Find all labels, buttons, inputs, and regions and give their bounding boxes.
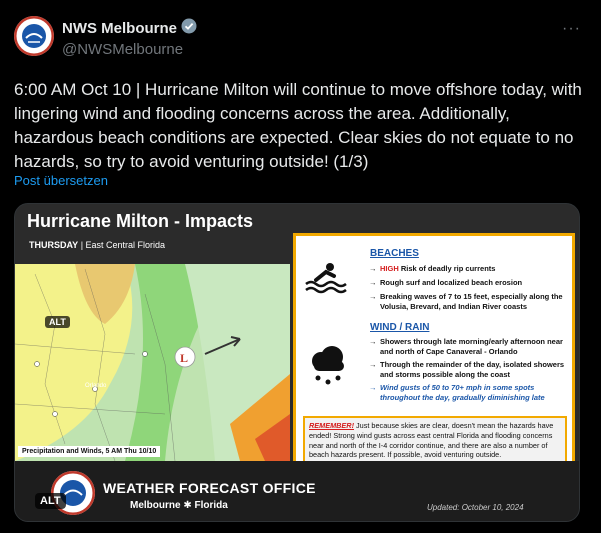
remember-text: Just because skies are clear, doesn't mean the hazards have ended! Strong wind gusts across east central Florida and flooding concerns near and north of the I-4 corridor continue, and there are also a number of beach hazards present. If possible, avoid venturing outside. xyxy=(309,421,554,460)
storm-cloud-icon xyxy=(308,344,348,393)
beach-bullet-2: → Rough surf and localized beach erosion xyxy=(380,278,570,288)
wfo-state: Florida xyxy=(194,500,228,511)
beach-bullet-3: → Breaking waves of 7 to 15 feet, especially along the Volusia, Brevard, and Indian River coasts xyxy=(380,292,570,311)
beach-bullet-1 xyxy=(380,264,570,274)
post-header xyxy=(14,14,587,64)
swimmer-icon xyxy=(304,260,348,299)
wfo-title: WEATHER FORECAST OFFICE xyxy=(103,480,316,496)
palm-tree-icon: ✱ xyxy=(183,500,195,511)
graphic-day: THURSDAY xyxy=(29,240,79,250)
author-names xyxy=(62,18,197,58)
wfo-city: Melbourne xyxy=(130,500,181,511)
wind-bullet-2: → Through the remainder of the day, isolated showers and storms possible along the coast xyxy=(380,360,570,379)
display-name-row[interactable] xyxy=(62,18,197,38)
handle[interactable]: @NWSMelbourne xyxy=(62,41,184,58)
wind-bullet-3: → Wind gusts of 50 to 70+ mph in some spots throughout the day, gradually diminishing late xyxy=(380,383,570,402)
map-alt-badge: ALT xyxy=(45,316,70,328)
wind-bullet-1: → Showers through late morning/early afternoon near and north of Cape Canaveral - Orlando xyxy=(380,337,570,356)
display-name[interactable]: NWS Melbourne xyxy=(62,19,177,37)
map-caption: Precipitation and Winds, 5 AM Thu 10/10 xyxy=(18,446,160,457)
media-image[interactable] xyxy=(14,203,580,522)
beach-high-label: HIGH xyxy=(380,264,399,273)
graphic-footer xyxy=(15,461,580,522)
graphic-subtitle xyxy=(29,240,165,250)
updated-date: Updated: October 10, 2024 xyxy=(427,503,524,512)
forecast-map xyxy=(15,264,290,461)
avatar[interactable] xyxy=(14,16,54,56)
wind-rain-title: WIND / RAIN xyxy=(370,322,430,333)
graphic-title: Hurricane Milton - Impacts xyxy=(27,211,254,231)
remember-lead: REMEMBER! xyxy=(309,421,354,430)
verified-badge-icon xyxy=(181,18,197,38)
graphic-region: | East Central Florida xyxy=(78,240,166,250)
impacts-panel xyxy=(293,233,575,476)
beaches-title: BEACHES xyxy=(370,248,419,259)
map-low-marker: L xyxy=(180,351,189,365)
translate-link[interactable]: Post übersetzen xyxy=(14,173,108,188)
beach-bullet-1-text: Risk of deadly rip currents xyxy=(398,264,496,273)
wfo-location xyxy=(130,500,228,511)
tweet-text: 6:00 AM Oct 10 | Hurricane Milton will continue to move offshore today, with lingering wind and flooding concerns across the area. Additionally, hazardous beach conditions are expected. Clear skies do not equate to no hazards, so try to avoid venturing outside! (1/3) xyxy=(14,80,582,171)
alt-text-button[interactable]: ALT xyxy=(35,493,66,509)
more-dots-icon[interactable]: ··· xyxy=(562,20,581,37)
map-label-orlando: Orlando xyxy=(85,383,107,389)
